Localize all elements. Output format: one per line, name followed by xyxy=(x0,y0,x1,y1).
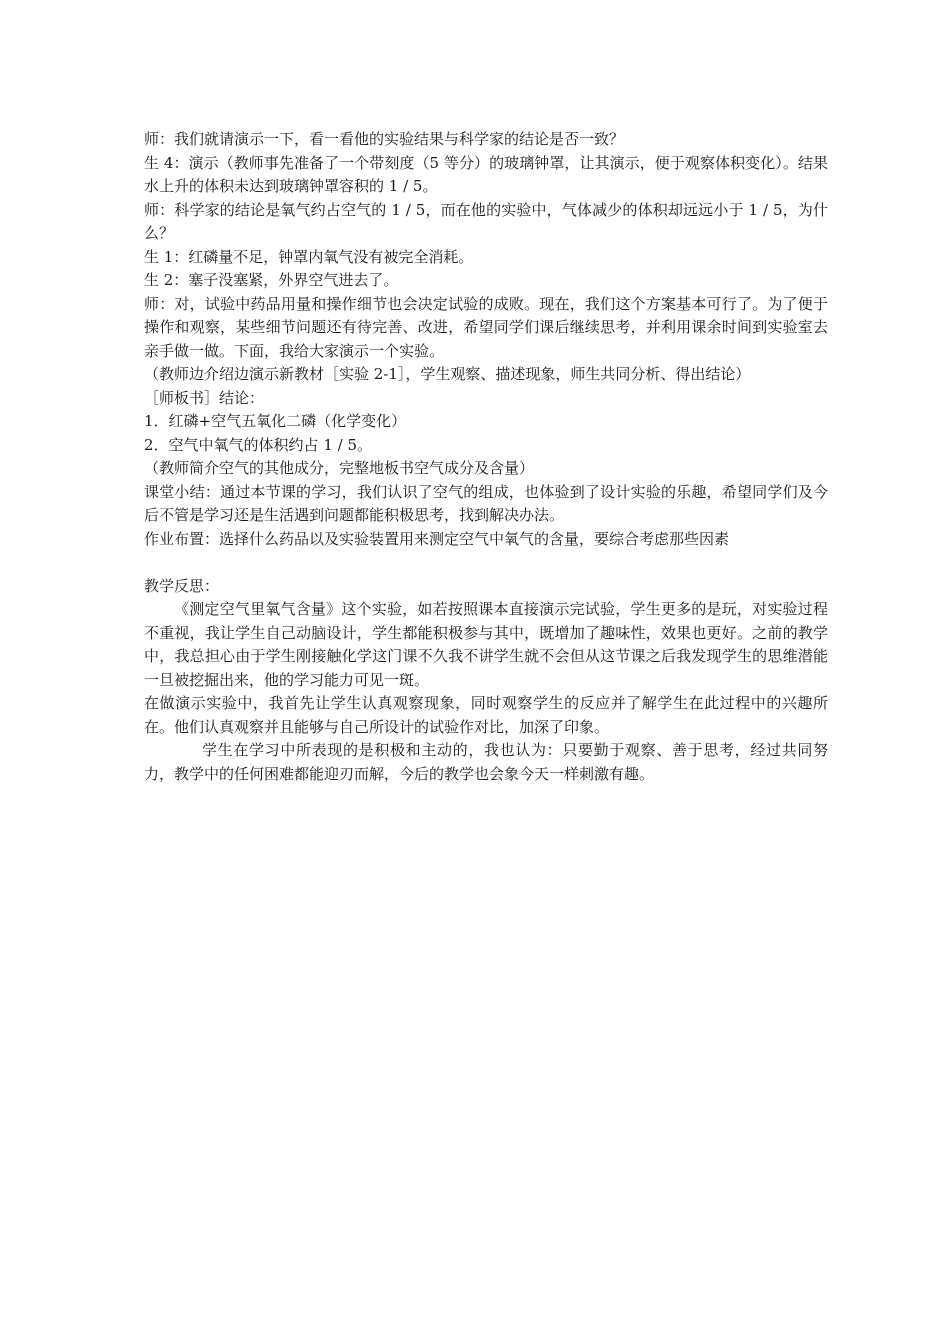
blank-line xyxy=(144,551,828,575)
conclusion-item: 1．红磷+空气五氧化二磷（化学变化） xyxy=(144,412,407,430)
stage-direction: （教师简介空气的其他成分，完整地板书空气成分及含量） xyxy=(144,459,535,477)
reflection-paragraph: 学生在学习中所表现的是积极和主动的，我也认为：只要勤于观察、善于思考，经过共同努力，教学中的任何困难都能迎刃而解，今后的教学也会象今天一样刺激有趣。 xyxy=(144,741,828,783)
reflection-paragraph: 《测定空气里氧气含量》这个实验，如若按照课本直接演示完试验，学生更多的是玩，对实验过程不重视，我让学生自己动脑设计，学生都能积极参与其中，既增加了趣味性，效果也更好。之前的教学中，我总担心由于学生刚接触化学这门课不久我不讲学生就不会但从这节课之后我发现学生的思维潜能一旦被挖掘出来，他的学习能力可见一斑。 xyxy=(144,600,828,689)
reflection-heading: 教学反思： xyxy=(144,576,220,595)
homework: 作业布置：选择什么药品以及实验装置用来测定空气中氧气的含量，要综合考虑那些因素 xyxy=(144,529,730,548)
dialogue-line: 生 1：红磷量不足，钟罩内氧气没有被完全消耗。 xyxy=(144,247,474,266)
document-body xyxy=(144,128,828,786)
dialogue-line: 生 2：塞子没塞紧，外界空气进去了。 xyxy=(144,271,399,289)
conclusion-item: 2．空气中氧气的体积约占 1 / 5。 xyxy=(144,435,372,454)
reflection-paragraph: 在做演示实验中，我首先让学生认真观察现象，同时观察学生的反应并了解学生在此过程中的兴趣所在。他们认真观察并且能够与自己所设计的试验作对比，加深了印象。 xyxy=(144,694,828,736)
board-heading: ［师板书］结论： xyxy=(144,388,265,407)
dialogue-line: 师：对，试验中药品用量和操作细节也会决定试验的成败。现在，我们这个方案基本可行了。为了便于操作和观察，某些细节问题还有待完善、改进，希望同学们课后继续思考，并利用课余时间到实验室去亲手做一做。下面，我给大家演示一个实验。 xyxy=(144,294,828,360)
dialogue-line: 师：科学家的结论是氧气约占空气的 1 / 5，而在他的实验中，气体减少的体积却远远小于 1 / 5，为什么？ xyxy=(144,200,828,242)
stage-direction: （教师边介绍边演示新教材［实验 2-1］，学生观察、描述现象，师生共同分析、得出结论） xyxy=(144,365,751,383)
class-summary: 课堂小结：通过本节课的学习，我们认识了空气的组成，也体验到了设计实验的乐趣，希望同学们及今后不管是学习还是生活遇到问题都能积极思考，找到解决办法。 xyxy=(144,482,828,524)
dialogue-line: 师：我们就请演示一下，看一看他的实验结果与科学家的结论是否一致？ xyxy=(144,130,625,148)
dialogue-line: 生 4：演示（教师事先准备了一个带刻度（5 等分）的玻璃钟罩，让其演示，便于观察体积变化）。结果水上升的体积未达到玻璃钟罩容积的 1 / 5。 xyxy=(144,153,828,195)
